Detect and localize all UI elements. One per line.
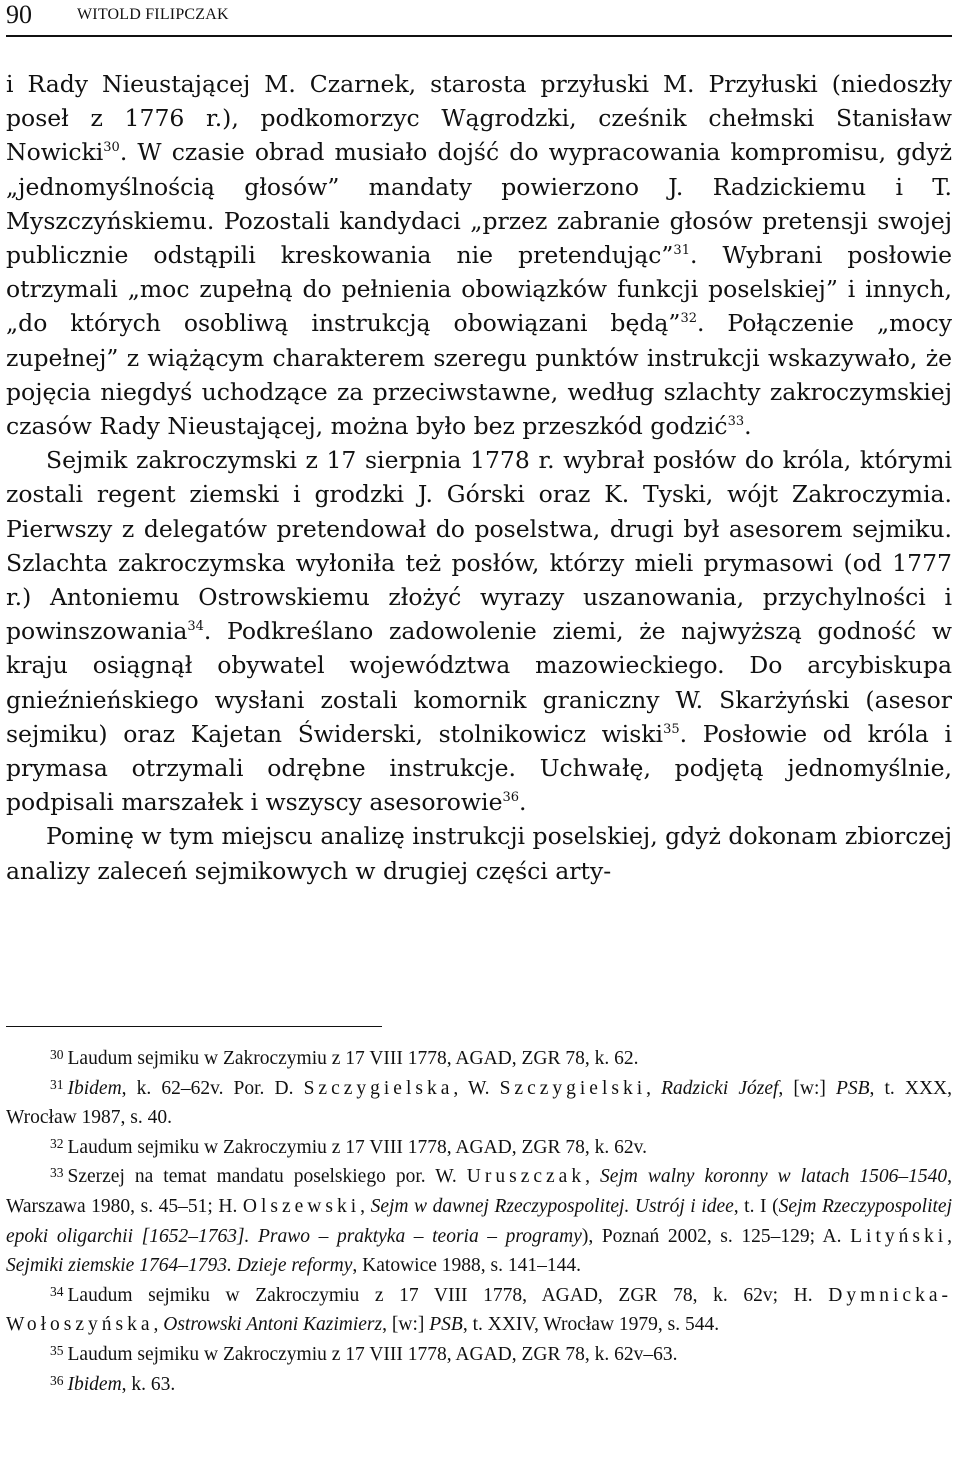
header-rule bbox=[6, 35, 952, 37]
footnotes bbox=[6, 1044, 952, 1399]
work-title: Sejm walny koronny w latach 1506–1540 bbox=[599, 1166, 948, 1188]
author-name: Uruszczak bbox=[466, 1166, 586, 1188]
footnote-text: Laudum sejmiku w Zakroczymiu z 17 VIII 1778, AGAD, ZGR 78, k. 62. bbox=[67, 1048, 639, 1069]
footnote-ref[interactable]: 36 bbox=[502, 790, 520, 806]
footnote-number: 32 bbox=[50, 1135, 64, 1151]
footnote-ref[interactable]: 31 bbox=[673, 243, 690, 259]
footnote-text: , Warszawa 1980, s. 45–51; H. bbox=[6, 1166, 953, 1217]
author-name: Olszewski bbox=[242, 1195, 361, 1217]
footnote-number: 31 bbox=[50, 1076, 64, 1092]
author-name: Dymnicka-Wołoszyńska bbox=[6, 1284, 952, 1336]
text-run: . bbox=[744, 412, 752, 441]
footnote-text: Ibidem bbox=[67, 1077, 122, 1099]
footnote-text: , W. bbox=[453, 1077, 500, 1099]
paragraph bbox=[6, 819, 952, 887]
footnote-ref[interactable]: 33 bbox=[727, 414, 745, 430]
footnote-text: Laudum sejmiku w Zakroczymiu z 17 VIII 1778, AGAD, ZGR 78, k. 62v–63. bbox=[67, 1343, 678, 1365]
footnote-ref[interactable]: 32 bbox=[680, 311, 697, 327]
footnote-ref[interactable]: 34 bbox=[187, 619, 204, 635]
footnote-text: Laudum sejmiku w Zakroczymiu z 17 VIII 1778, AGAD, ZGR 78, k. 62v; H. bbox=[67, 1284, 829, 1306]
text-run: . Połączenie „mocy zupełnej” z wiążącym charakterem szeregu punktów instrukcji wskazywało, że pojęcia niegdyś uchodzące za przeciwstawne, według szlachty zakroczymskiej czasów Rady Nieustającej, można było bez przeszkód godzić bbox=[6, 309, 952, 441]
work-title: Sejm w dawnej Rzeczypospolitej. Ustrój i idee bbox=[370, 1195, 734, 1217]
work-title: Sejm Rzeczypospolitej epoki oligarchii [1652–1763]. Prawo – praktyka – teoria – programy bbox=[6, 1195, 953, 1247]
footnote-text: Ibidem bbox=[67, 1373, 122, 1395]
footnote-number: 35 bbox=[50, 1342, 64, 1358]
footnote-35 bbox=[6, 1340, 952, 1370]
footnote-text: Szerzej na temat mandatu poselskiego por. W. bbox=[67, 1166, 467, 1188]
text-run: . Wybrani posłowie otrzymali „moc zupełną do pełnienia obowiązków funkcji poselskiej” i innych, „do których osobliwą instrukcją obowiązani będą” bbox=[6, 241, 952, 338]
footnote-text: , t. XXIV, Wrocław 1979, s. 544. bbox=[462, 1314, 720, 1336]
text-run: . Podkreślano zadowolenie ziemi, że najwyższą godność w kraju osiągnął obywatel województwa mazowieckiego. Do arcybiskupa gnieźnieńskiego wysłani zostali komornik graniczny W. Skarżyński (asesor sejmiku) oraz Kajetan Świderski, stolnikowicz wiski bbox=[6, 617, 952, 748]
footnote-30 bbox=[6, 1044, 952, 1074]
paragraph bbox=[6, 443, 952, 819]
text-run: i Rady Nieustającej M. Czarnek, starosta przyłuski M. Przyłuski (niedoszły poseł z 1776 r.), podkomorzyc Wągrodzki, cześnik chełmski Stanisław Nowicki bbox=[6, 70, 952, 167]
footnote-ref[interactable]: 30 bbox=[103, 140, 120, 156]
work-title: Radzicki Józef bbox=[661, 1077, 779, 1099]
work-title: Ostrowski Antoni Kazimierz bbox=[163, 1314, 383, 1336]
footnote-33 bbox=[6, 1162, 952, 1280]
author-name: Szczygielska bbox=[303, 1077, 454, 1099]
footnote-31 bbox=[6, 1074, 952, 1133]
footnote-text: , Katowice 1988, s. 141–144. bbox=[352, 1255, 581, 1277]
footnote-text: , bbox=[646, 1077, 662, 1099]
text-run: Pominę w tym miejscu analizę instrukcji poselskiej, gdyż dokonam zbiorczej analizy zaleceń sejmikowych w drugiej części arty- bbox=[6, 822, 952, 885]
author-name: Lityński bbox=[850, 1225, 948, 1247]
footnote-separator bbox=[6, 1026, 382, 1027]
footnote-text: , t. I ( bbox=[733, 1195, 779, 1217]
footnote-text: ), Poznań 2002, s. 125–129; A. bbox=[581, 1225, 851, 1247]
author-name: Szczygielski bbox=[499, 1077, 647, 1099]
text-run: Sejmik zakroczymski z 17 sierpnia 1778 r. wybrał posłów do króla, którymi zostali regent ziemski i grodzki J. Górski oraz K. Tyski, wójt Zakroczymia. Pierwszy z delegatów pretendował do poselstwa, drugi był asesorem sejmiku. Szlachta zakroczymska wyłoniła też posłów, którzy mieli prymasowi (od 1777 r.) Antoniemu Ostrowskiemu złożyć wyrazy uszanowania, przychylności i powinszowania bbox=[6, 446, 952, 646]
footnote-text: , k. 62–62v. Por. D. bbox=[121, 1077, 304, 1099]
footnote-ref[interactable]: 35 bbox=[663, 721, 680, 737]
footnote-36 bbox=[6, 1370, 952, 1400]
running-head: WITOLD FILIPCZAK bbox=[77, 6, 229, 23]
footnote-34 bbox=[6, 1281, 952, 1340]
footnote-32 bbox=[6, 1133, 952, 1163]
main-text bbox=[6, 67, 952, 888]
page-header bbox=[6, 0, 952, 34]
footnote-text: , t. XXX, Wrocław 1987, s. 40. bbox=[6, 1077, 952, 1129]
page-number: 90 bbox=[6, 0, 32, 29]
footnote-text: , bbox=[153, 1314, 164, 1336]
work-title: PSB bbox=[429, 1314, 463, 1336]
footnote-text: , bbox=[585, 1166, 600, 1188]
footnote-number: 33 bbox=[50, 1165, 64, 1181]
footnote-text: , bbox=[360, 1195, 371, 1217]
footnote-text: , bbox=[947, 1225, 952, 1247]
footnote-number: 30 bbox=[50, 1047, 64, 1062]
footnote-number: 36 bbox=[50, 1372, 64, 1388]
footnote-text: , k. 63. bbox=[121, 1373, 176, 1395]
text-run: . bbox=[519, 788, 527, 817]
paragraph bbox=[6, 67, 952, 443]
footnote-text: , [w:] bbox=[778, 1077, 836, 1099]
footnote-text: , [w:] bbox=[382, 1314, 430, 1336]
text-run: . W czasie obrad musiało dojść do wypracowania kompromisu, gdyż „jednomyślnością głosów” mandaty powierzono J. Radzickiemu i T. Myszczyńskiemu. Pozostali kandydaci „przez zabranie głosów pretensji swojej publicznie odstąpili kreskowania nie pretendując” bbox=[6, 138, 952, 270]
footnote-number: 34 bbox=[50, 1283, 64, 1299]
work-title: PSB bbox=[835, 1077, 870, 1099]
footnote-text: Laudum sejmiku w Zakroczymiu z 17 VIII 1778, AGAD, ZGR 78, k. 62v. bbox=[67, 1136, 647, 1158]
work-title: Sejmiki ziemskie 1764–1793. Dzieje reformy bbox=[6, 1255, 353, 1277]
text-run: . Posłowie od króla i prymasa otrzymali odrębne instrukcje. Uchwałę, podjętą jednomyślnie, podpisali marszałek i wszyscy asesorowie bbox=[6, 719, 952, 817]
